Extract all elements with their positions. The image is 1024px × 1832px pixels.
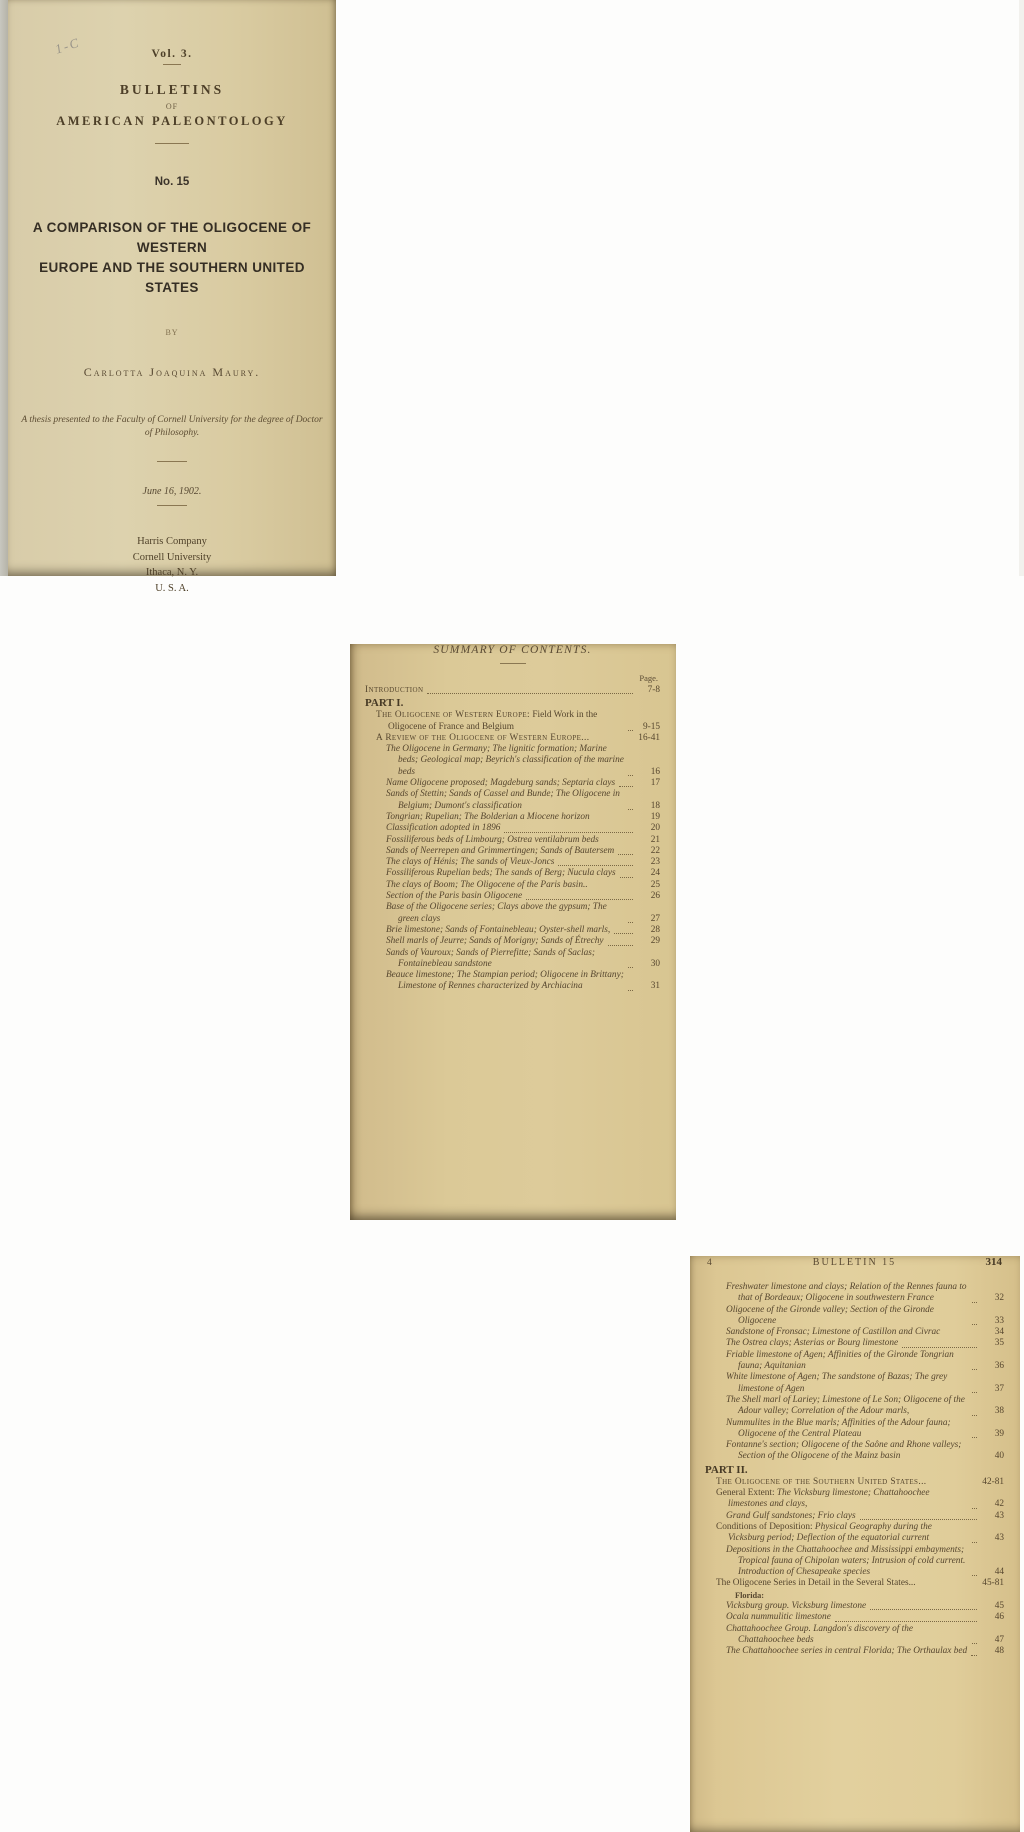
scan-right-margin (1019, 0, 1024, 576)
toc-entry-text: Florida: (735, 1590, 765, 1600)
toc-entry-page-number: 20 (650, 823, 660, 834)
toc-entry-text: Freshwater limestone and clays; Relation of the Rennes fauna to that of Bordeaux; Oligocene in southwestern France (726, 1282, 967, 1304)
leader-dots (427, 693, 633, 694)
toc-entry (705, 1511, 1004, 1522)
toc-entry-text: Nummulites in the Blue marls; Affinities of the Adour fauna; Oligocene of the Central Plateau (726, 1417, 951, 1439)
toc-entry-text: The Shell marl of Lariey; Limestone of Le Son; Oligocene of the Adour valley; Correlation of the Adour marls, (726, 1394, 965, 1417)
toc-entry (365, 891, 660, 902)
toc-entry (365, 778, 660, 789)
leader-dots (972, 1437, 977, 1438)
divider-rule (157, 505, 187, 506)
toc-entry-page-number: 32 (994, 1293, 1004, 1304)
toc-entry-page-number: 42 (994, 1499, 1004, 1510)
leader-dots (972, 1542, 977, 1543)
toc-entry-page-number: 37 (994, 1383, 1004, 1394)
toc-entry (705, 1477, 1004, 1488)
toc-entry-page-number: 46 (994, 1612, 1004, 1623)
toc-entry (365, 868, 660, 879)
leader-dots (972, 1643, 977, 1644)
toc-entry-text: Shell marls of Jeurre; Sands of Morigny; Sands of Étrechy (386, 936, 604, 947)
toc-entry-page-number: 48 (994, 1646, 1004, 1657)
toc-entry-text: Sands of Neerrepen and Grimmertingen; Sands of Bautersem (386, 845, 615, 856)
toc-entry-text: A Review of the Oligocene of Western Europe... (376, 732, 590, 743)
contents-page-1 (350, 644, 676, 1220)
toc-entry-text: The clays of Boom; The Oligocene of the Paris basin.. (386, 879, 588, 890)
toc-entry-text: Sands of Stettin; Sands of Cassel and Bunde; The Oligocene in Belgium; Dumont's classification (386, 789, 620, 811)
toc-entry-text: Conditions of Deposition: Physical Geography during the Vicksburg period; Deflection of the equatorial current (716, 1521, 932, 1544)
toc-entry-page-number: 24 (650, 868, 660, 879)
toc-entry (365, 835, 660, 846)
divider-rule (157, 461, 187, 462)
toc-entry (705, 1624, 1004, 1647)
imprint-line: Cornell University (132, 551, 212, 563)
toc-entry-text: Depositions in the Chattahoochee and Mississippi embayments; Tropical fauna of Chipolan waters; Intrusion of cold current. Introduction of Chesapeake species (726, 1544, 966, 1578)
toc-entry-text: Vicksburg group. Vicksburg limestone (726, 1601, 867, 1612)
toc-entry-page-number: 25 (650, 879, 660, 890)
divider-rule (163, 64, 181, 65)
toc-entry-page-number: 26 (650, 891, 660, 902)
toc-entry-page-number: 16-41 (638, 732, 660, 743)
leader-dots (608, 945, 634, 946)
toc-entry-page-number: 21 (650, 834, 660, 845)
title-page (8, 0, 336, 594)
toc-entry-page-number: 38 (994, 1406, 1004, 1417)
toc-entry (365, 710, 660, 733)
toc-entry-page-number: 43 (994, 1533, 1004, 1544)
toc-entry-text: Base of the Oligocene series; Clays above the gypsum; The green clays (386, 902, 607, 924)
toc-entry (705, 1522, 1004, 1545)
leader-dots (628, 809, 633, 810)
toc-entry (705, 1464, 1004, 1477)
toc-entry-text: Oligocene of the Gironde valley; Section of the Gironde Oligocene (726, 1304, 934, 1326)
leader-dots (972, 1369, 977, 1370)
toc-entry-page-number: 22 (650, 845, 660, 856)
contents-page-2 (690, 1256, 1020, 1832)
toc-entry (705, 1440, 1004, 1463)
toc-entry (705, 1590, 1004, 1601)
by-label: BY (165, 328, 179, 337)
toc-entry-text: Fontanne's section; Oligocene of the Saône and Rhone valleys; Section of the Oligocene of the Mainz basin (726, 1440, 962, 1462)
toc-entry-text: The Oligocene of the Southern United States... (716, 1476, 927, 1487)
page-column-label: Page. (639, 673, 658, 683)
author-name: Carlotta Joaquina Maury. (83, 365, 261, 379)
toc-entry (705, 1646, 1004, 1657)
imprint-line: Ithaca, N. Y. (145, 567, 199, 578)
scan-left-margin (0, 0, 8, 576)
toc-entry-page-number: 39 (994, 1428, 1004, 1439)
toc-entry (365, 902, 660, 925)
toc-entry (705, 1305, 1004, 1328)
toc-entry-text: Sands of Vauroux; Sands of Pierrefitte; Sands of Saclas; Fontainebleau sandstone (386, 947, 595, 969)
toc-entry (705, 1545, 1004, 1579)
leader-dots (628, 967, 633, 968)
toc-entry-page-number: 33 (994, 1315, 1004, 1326)
toc-entry-text: Friable limestone of Agen; Affinities of the Gironde Tongrian fauna; Aquitanian (726, 1349, 954, 1372)
toc-entry-page-number: 18 (650, 800, 660, 811)
toc-entry (705, 1395, 1004, 1418)
toc-entry-page-number: 30 (650, 958, 660, 969)
running-header-page-right: 314 (985, 1256, 1002, 1268)
leader-dots (972, 1415, 977, 1416)
toc-entry-page-number: 45 (994, 1601, 1004, 1612)
toc-entry (705, 1372, 1004, 1395)
toc-entry-text: Grand Gulf sandstones; Frio clays (726, 1510, 856, 1521)
toc-entry-page-number: 34 (994, 1327, 1004, 1338)
toc-entry (365, 857, 660, 868)
toc-entry (705, 1488, 1004, 1511)
thesis-note: A thesis presented to the Faculty of Cornell University for the degree of Doctor of Philosophy. (21, 415, 323, 438)
toc-entry (705, 1350, 1004, 1373)
toc-entry-page-number: 44 (994, 1567, 1004, 1578)
leader-dots (614, 933, 633, 934)
leader-dots (628, 775, 633, 776)
toc-entry-page-number: 35 (994, 1338, 1004, 1349)
series-title: BULLETINS (119, 82, 225, 97)
toc-entry-text: Section of the Paris basin Oligocene (386, 891, 523, 902)
toc-entry-text: Introduction (365, 685, 424, 695)
toc-entry (365, 685, 660, 696)
imprint-block (8, 534, 336, 596)
series-of: OF (165, 102, 179, 111)
toc-entry-page-number: 27 (650, 913, 660, 924)
main-title-line2: EUROPE AND THE SOUTHERN UNITED STATES (39, 260, 305, 295)
leader-dots (902, 1347, 977, 1348)
toc-entry-text: Tongrian; Rupelian; The Bolderian a Miocene horizon (386, 811, 590, 822)
toc-entry (365, 880, 660, 891)
main-title (16, 218, 328, 298)
toc-entry (705, 1612, 1004, 1623)
toc-entry-text: Sandstone of Fronsac; Limestone of Castillon and Civrac (726, 1327, 941, 1338)
toc-entry-text: The clays of Hénis; The sands of Vieux-Joncs (386, 857, 555, 868)
main-title-line1: A COMPARISON OF THE OLIGOCENE OF WESTERN (32, 220, 312, 255)
toc-entry-page-number: 43 (994, 1510, 1004, 1521)
imprint-line: Harris Company (137, 536, 207, 547)
toc-entry-page-number: 9-15 (642, 721, 660, 732)
toc-entry (365, 925, 660, 936)
leader-dots (860, 1519, 977, 1520)
divider-rule (500, 663, 526, 664)
toc-entry-page-number: 7-8 (647, 685, 660, 695)
toc-entry (705, 1578, 1004, 1589)
toc-entry (705, 1282, 1004, 1305)
running-header (705, 1256, 1004, 1268)
toc-entry-page-number: 23 (650, 857, 660, 868)
leader-dots (972, 1302, 977, 1303)
toc-entry-page-number: 36 (994, 1361, 1004, 1372)
toc-entry-text: Chattahoochee Group. Langdon's discovery of the Chattahoochee beds (726, 1623, 914, 1645)
toc-entry (365, 936, 660, 947)
toc-entry (365, 789, 660, 812)
divider-rule (155, 143, 189, 144)
leader-dots (972, 1392, 977, 1393)
toc-entry-text: Ocala nummulitic limestone (726, 1612, 831, 1623)
imprint-line: U. S. A. (155, 582, 189, 594)
running-header-title: BULLETIN 15 (812, 1257, 897, 1268)
toc-entry (365, 823, 660, 834)
toc-entry-text: Fossiliferous beds of Limbourg; Ostrea ventilabrum beds (386, 834, 599, 845)
toc-entry-page-number: 28 (650, 924, 660, 935)
toc-entry-page-number: 42-81 (982, 1476, 1004, 1487)
leader-dots (628, 990, 633, 991)
leader-dots (504, 832, 633, 833)
leader-dots (972, 1575, 977, 1576)
toc-entry (365, 733, 660, 744)
toc-entry (365, 970, 660, 993)
running-header-page-left: 4 (707, 1258, 712, 1268)
toc-entry-text: The Oligocene of Western Europe: Field Work in the Oligocene of France and Belgium (376, 710, 598, 732)
leader-dots (558, 865, 633, 866)
volume-number: Vol. 3. (151, 48, 193, 60)
leader-dots (618, 854, 633, 855)
toc-entry-page-number: 45-81 (982, 1578, 1004, 1589)
toc-entry-text: The Ostrea clays; Asterias or Bourg limestone (726, 1338, 899, 1349)
toc-entry (705, 1418, 1004, 1441)
table-of-contents (705, 1282, 1004, 1658)
toc-entry (365, 812, 660, 823)
leader-dots (526, 899, 633, 900)
toc-entry (705, 1601, 1004, 1612)
toc-entry-text: Brie limestone; Sands of Fontainebleau; Oyster-shell marls, (386, 924, 611, 935)
series-organization: AMERICAN PALEONTOLOGY (56, 114, 288, 128)
toc-entry-text: White limestone of Agen; The sandstone of Bazas; The grey limestone of Agen (726, 1372, 948, 1394)
toc-entry-text: PART II. (705, 1463, 748, 1476)
leader-dots (628, 922, 633, 923)
toc-entry-page-number: 19 (650, 811, 660, 822)
leader-dots (628, 730, 633, 731)
publication-date: June 16, 1902. (142, 486, 202, 497)
leader-dots (972, 1508, 977, 1509)
toc-entry-text: General Extent: The Vicksburg limestone; Chattahoochee limestones and clays, (716, 1488, 930, 1510)
toc-entry-page-number: 17 (650, 778, 660, 789)
toc-entry-text: Classification adopted in 1896 (386, 823, 501, 834)
toc-entry-page-number: 47 (994, 1634, 1004, 1645)
toc-entry-page-number: 29 (650, 936, 660, 947)
toc-entry (705, 1338, 1004, 1349)
toc-entry-text: Name Oligocene proposed; Magdeburg sands; Septaria clays (386, 778, 616, 789)
toc-entry-page-number: 16 (650, 766, 660, 777)
leader-dots (835, 1621, 977, 1622)
toc-entry (365, 948, 660, 971)
toc-entry-page-number: 40 (994, 1451, 1004, 1462)
pencil-annotation: 1-C (53, 34, 83, 57)
toc-entry-page-number: 31 (650, 981, 660, 992)
toc-entry (365, 697, 660, 710)
leader-dots (870, 1609, 977, 1610)
toc-entry-text: The Oligocene in Germany; The lignitic formation; Marine beds; Geological map; Beyrich's classification of the marine beds (386, 744, 624, 777)
toc-entry-text: Fossiliferous Rupelian beds; The sands of Berg; Nucula clays (386, 868, 616, 879)
toc-entry-text: PART I. (365, 697, 404, 710)
leader-dots (619, 786, 633, 787)
contents-heading: SUMMARY OF CONTENTS. (433, 644, 592, 656)
table-of-contents (365, 685, 660, 993)
toc-entry-text: Beauce limestone; The Stampian period; Oligocene in Brittany; Limestone of Rennes characterized by Archiacina (386, 970, 624, 992)
toc-entry-text: The Oligocene Series in Detail in the Several States... (716, 1578, 916, 1589)
toc-entry-text: The Chattahoochee series in central Florida; The Orthaulax bed (726, 1646, 968, 1657)
leader-dots (972, 1324, 977, 1325)
toc-entry (365, 846, 660, 857)
leader-dots (620, 877, 633, 878)
toc-entry (705, 1327, 1004, 1338)
issue-number: No. 15 (154, 176, 190, 188)
toc-entry (365, 744, 660, 778)
leader-dots (971, 1655, 977, 1656)
